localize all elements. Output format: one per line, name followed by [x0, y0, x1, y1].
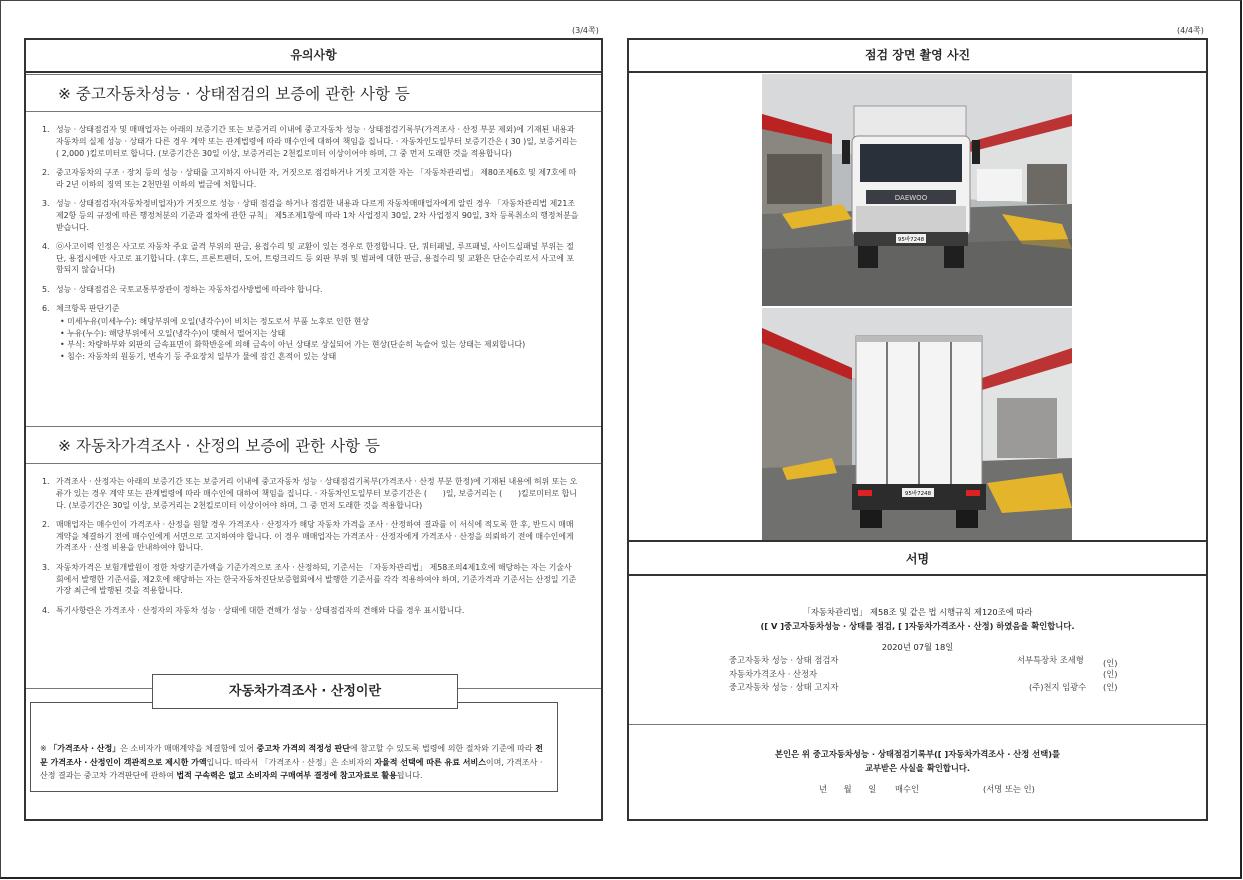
item-text: 특기사항란은 가격조사 · 산정자의 자동차 성능 · 상태에 대한 견해가 성능 · 상태점검자의 견해와 다를 경우 표시합니다. — [56, 605, 465, 615]
law-line-1: 「자동차관리법」 제58조 및 같은 법 시행규칙 제120조에 따라 — [802, 607, 1033, 617]
receipt-line-2: 교부받은 사실을 확인합니다. — [864, 763, 971, 773]
receipt-buyer: 매수인 — [895, 784, 920, 794]
notice-title: 유의사항 — [26, 40, 601, 73]
item-number: 1. — [42, 477, 50, 486]
receipt-date: 년 월 일 — [819, 784, 877, 794]
item-number: 4. — [42, 241, 50, 251]
list-item — [40, 124, 579, 159]
page-number-right: (4/4쪽) — [1177, 26, 1204, 35]
signer-role-1: 중고자동차 성능 · 상태 점검자 — [729, 655, 839, 665]
item-text: 성능 · 상태점검자(자동차정비업자)가 거짓으로 성능 · 상태 점검을 하거나 점검한 내용과 다르게 자동차매매업자에게 알린 경우 「자동차관리법 제21조제2항 등의 규정에 따른 행정처분의 기준과 절차에 관한 규칙」 제5조제1항에 따라 1차 사업정지 30일, 2차 사업정지 90일, 3차 등록취소의 행정처분을 받습니다. — [56, 198, 579, 232]
item-text: ㉧사고이력 인정은 사고로 자동차 주요 골격 부위의 판금, 용접수리 및 교환이 있는 경우로 한정합니다. 단, 쿼터패널, 루프패널, 사이드실패널 부위는 절단, 용접시에만 사고로 표기합니다. (후드, 프론트펜더, 도어, 트렁크리드 등 외판 부위 및 범퍼에 대한 판금, 용접수리 및 교환은 단순수리로서 사고에 포함되지 않습니다) — [56, 241, 575, 275]
plate-front: 95바7248 — [897, 237, 925, 243]
criteria-item: • 누유(누수): 해당부위에서 오일(냉각수)이 맺혀서 떨어지는 상태 — [60, 328, 286, 338]
item-text: 중고자동차의 구조 · 장치 등의 성능 · 상태를 고지하지 아니한 자, 거짓으로 점검하거나 거짓 고지한 자는 「자동차관리법」 제80조제6호 및 제7호에 따라 2년 이하의 징역 또는 2천만원 이하의 벌금에 처합니다. — [56, 167, 577, 189]
brand-label: DAEWOO — [894, 194, 928, 202]
truck-front-photo — [762, 74, 1072, 306]
signer-mark-1: (인) — [1103, 658, 1118, 668]
item-text: 가격조사 · 산정자는 아래의 보증기간 또는 보증거리 이내에 중고자동차 성능 · 상태점검기록부(가격조사 · 산정 부분 한정)에 기재된 내용에 허위 또는 오류가 있는 경우 계약 또는 관계법령에 따라 매수인에 대하여 책임을 집니다. · 자동차인도일부터 보증기간은 ( )일, 보증거리는 ( )킬로미터로 합니다. (보증기간은 30일 이상, 보증거리는 2천킬로미터 이상이어야 하며, 그 중 먼저 도래한 것을 적용합니다) — [56, 477, 578, 510]
item-number: 2. — [42, 167, 50, 177]
list-item — [40, 476, 579, 511]
item-text: 매매업자는 매수인이 가격조사 · 산정을 원할 경우 가격조사 · 산정자가 해당 자동차 가격을 조사 · 산정하여 결과를 이 서식에 적도록 한 후, 반드시 매매계약을 체결하기 전에 매수인에게 서면으로 고지하여야 합니다. 이 경우 매매업자는 가격조사 · 산정자에게 가격조사 · 산정을 의뢰하기 전에 매수인에게 가격조사 · 산정 비용을 안내하여야 합니다. — [56, 519, 574, 553]
signer-name-1: 서부특장차 조세형 — [1017, 655, 1084, 665]
plate-rear: 95바7248 — [904, 491, 932, 497]
item-number: 2. — [42, 519, 50, 529]
item-text: 자동차가격은 보험개발원이 정한 차량기준가액을 기준가격으로 조사 · 산정하되, 기준서는 「자동차관리법」 제58조의4제1호에 해당하는 자는 기술사회에서 발행한 기준서를, 제2호에 해당하는 자는 한국자동차진단보증협회에서 발행한 기준서를 각각 적용하여야 하며, 기준가격과 기준서는 산정일 기준 가장 최근에 발행된 것을 적용합니다. — [56, 562, 577, 596]
signer-role-3: 중고자동차 성능 · 상태 고지자 — [729, 682, 839, 692]
photo-title: 점검 장면 촬영 사진 — [629, 40, 1206, 73]
price-info-text: ※ 「가격조사 · 산정」은 소비자가 매매계약을 체결함에 있어 중고차 가격의 적정성 판단에 참고할 수 있도록 법령에 의한 절차와 기준에 따라 전문 가격조사 · 산정인이 객관적으로 제시한 가액입니다. 따라서 「가격조사 · 산정」은 소비자의 자율적 선택에 따른 유료 서비스이며, 가격조사 · 산정 결과는 중고차 가격판단에 관하여 법적 구속력은 없고 소비자의 구매여부 결정에 참고자료로 활용됩니다. — [40, 744, 543, 780]
item-number: 4. — [42, 605, 50, 615]
section2-list — [40, 476, 579, 624]
signer-role-2: 자동차가격조사 · 산정자 — [729, 669, 818, 679]
signer-mark-3: (인) — [1103, 682, 1118, 692]
criteria-item: • 부식: 차량하부와 외판의 금속표면이 화학반응에 의해 금속이 아닌 상태로 상실되어 가는 현상(단순히 녹슬어 있는 상태는 제외합니다) — [60, 340, 526, 350]
item-number: 1. — [42, 125, 50, 134]
truck-rear-photo — [762, 308, 1072, 540]
receipt-sign: (서명 또는 인) — [983, 784, 1035, 794]
list-item — [40, 303, 579, 363]
signer-mark-2: (인) — [1103, 669, 1118, 679]
section2-heading: ※ 자동차가격조사 · 산정의 보증에 관한 사항 등 — [26, 426, 601, 464]
item-text: 체크항목 판단기준 • 미세누유(미세누수): 해당부위에 오일(냉각수)이 비치는 정도로서 부품 노후로 인한 현상 • 누유(누수): 해당부위에서 오일(냉각수)이 맺혀서 떨어지는 상태 • 부식: 차량하부와 외판의 금속표면이 화학반응에 의해 금속이 아닌 상태로 상실되어 가는 현상(단순히 녹슬어 있는 상태는 제외합니다) • 침수: 자동차의 원동기, 변속기 등 주요장치 일부가 물에 잠긴 흔적이 있는 상태 — [56, 303, 579, 363]
item-text: 성능 · 상태점검자 및 매매업자는 아래의 보증기간 또는 보증거리 이내에 중고자동차 성능 · 상태점검기록부(가격조사 · 산정 부분 제외)에 기재된 내용과 자동차의 실제 성능 · 상태가 다른 경우 계약 또는 관계법령에 따라 매수인에 대하여 책임을 집니다. · 자동차인도일부터 보증기간은 ( 30 )일, 보증거리는 ( 2,000 )킬로미터로 합니다. (보증기간은 30일 이상, 보증거리는 2천킬로미터 이상이어야 하며, 그 중 먼저 도래한 것을 적용합니다) — [56, 125, 578, 158]
section1-heading: ※ 중고자동차성능 · 상태점검의 보증에 관한 사항 등 — [26, 74, 601, 112]
receipt-line-1: 본인은 위 중고자동차성능 · 상태점검기록부([ ]자동차가격조사 · 산정 선택)를 — [774, 749, 1061, 759]
criteria-item: • 미세누유(미세누수): 해당부위에 오일(냉각수)이 비치는 정도로서 부품 노후로 인한 현상 — [60, 316, 369, 326]
list-item — [40, 241, 579, 276]
criteria-item: • 침수: 자동차의 원동기, 변속기 등 주요장치 일부가 물에 잠긴 흔적이 있는 상태 — [60, 352, 337, 362]
law-line-2: ([ V ]중고자동차성능 · 상태를 점검, [ ]자동차가격조사 · 산정) 하였음을 확인합니다. — [760, 621, 1075, 631]
divider — [629, 724, 1206, 725]
list-item — [40, 167, 579, 191]
section1-list — [40, 124, 579, 371]
item-number: 6. — [42, 304, 50, 314]
item-number: 3. — [42, 562, 50, 572]
page-number-left: (3/4쪽) — [572, 26, 599, 35]
list-item — [40, 284, 579, 296]
item-number: 3. — [42, 198, 50, 208]
divider — [629, 574, 1206, 576]
signer-name-3: (주)천지 임광수 — [1029, 682, 1087, 692]
list-item — [40, 198, 579, 233]
list-item — [40, 519, 579, 554]
item-text: 성능 · 상태점검은 국토교통부장관이 정하는 자동차검사방법에 따라야 합니다. — [56, 284, 323, 294]
divider — [629, 540, 1206, 542]
sign-date: 2020년 07월 18일 — [881, 642, 954, 652]
price-info-title: 자동차가격조사 · 산정이란 — [152, 674, 458, 709]
list-item — [40, 562, 579, 597]
list-item — [40, 605, 579, 617]
item-number: 5. — [42, 284, 50, 294]
sign-title: 서명 — [905, 552, 930, 566]
